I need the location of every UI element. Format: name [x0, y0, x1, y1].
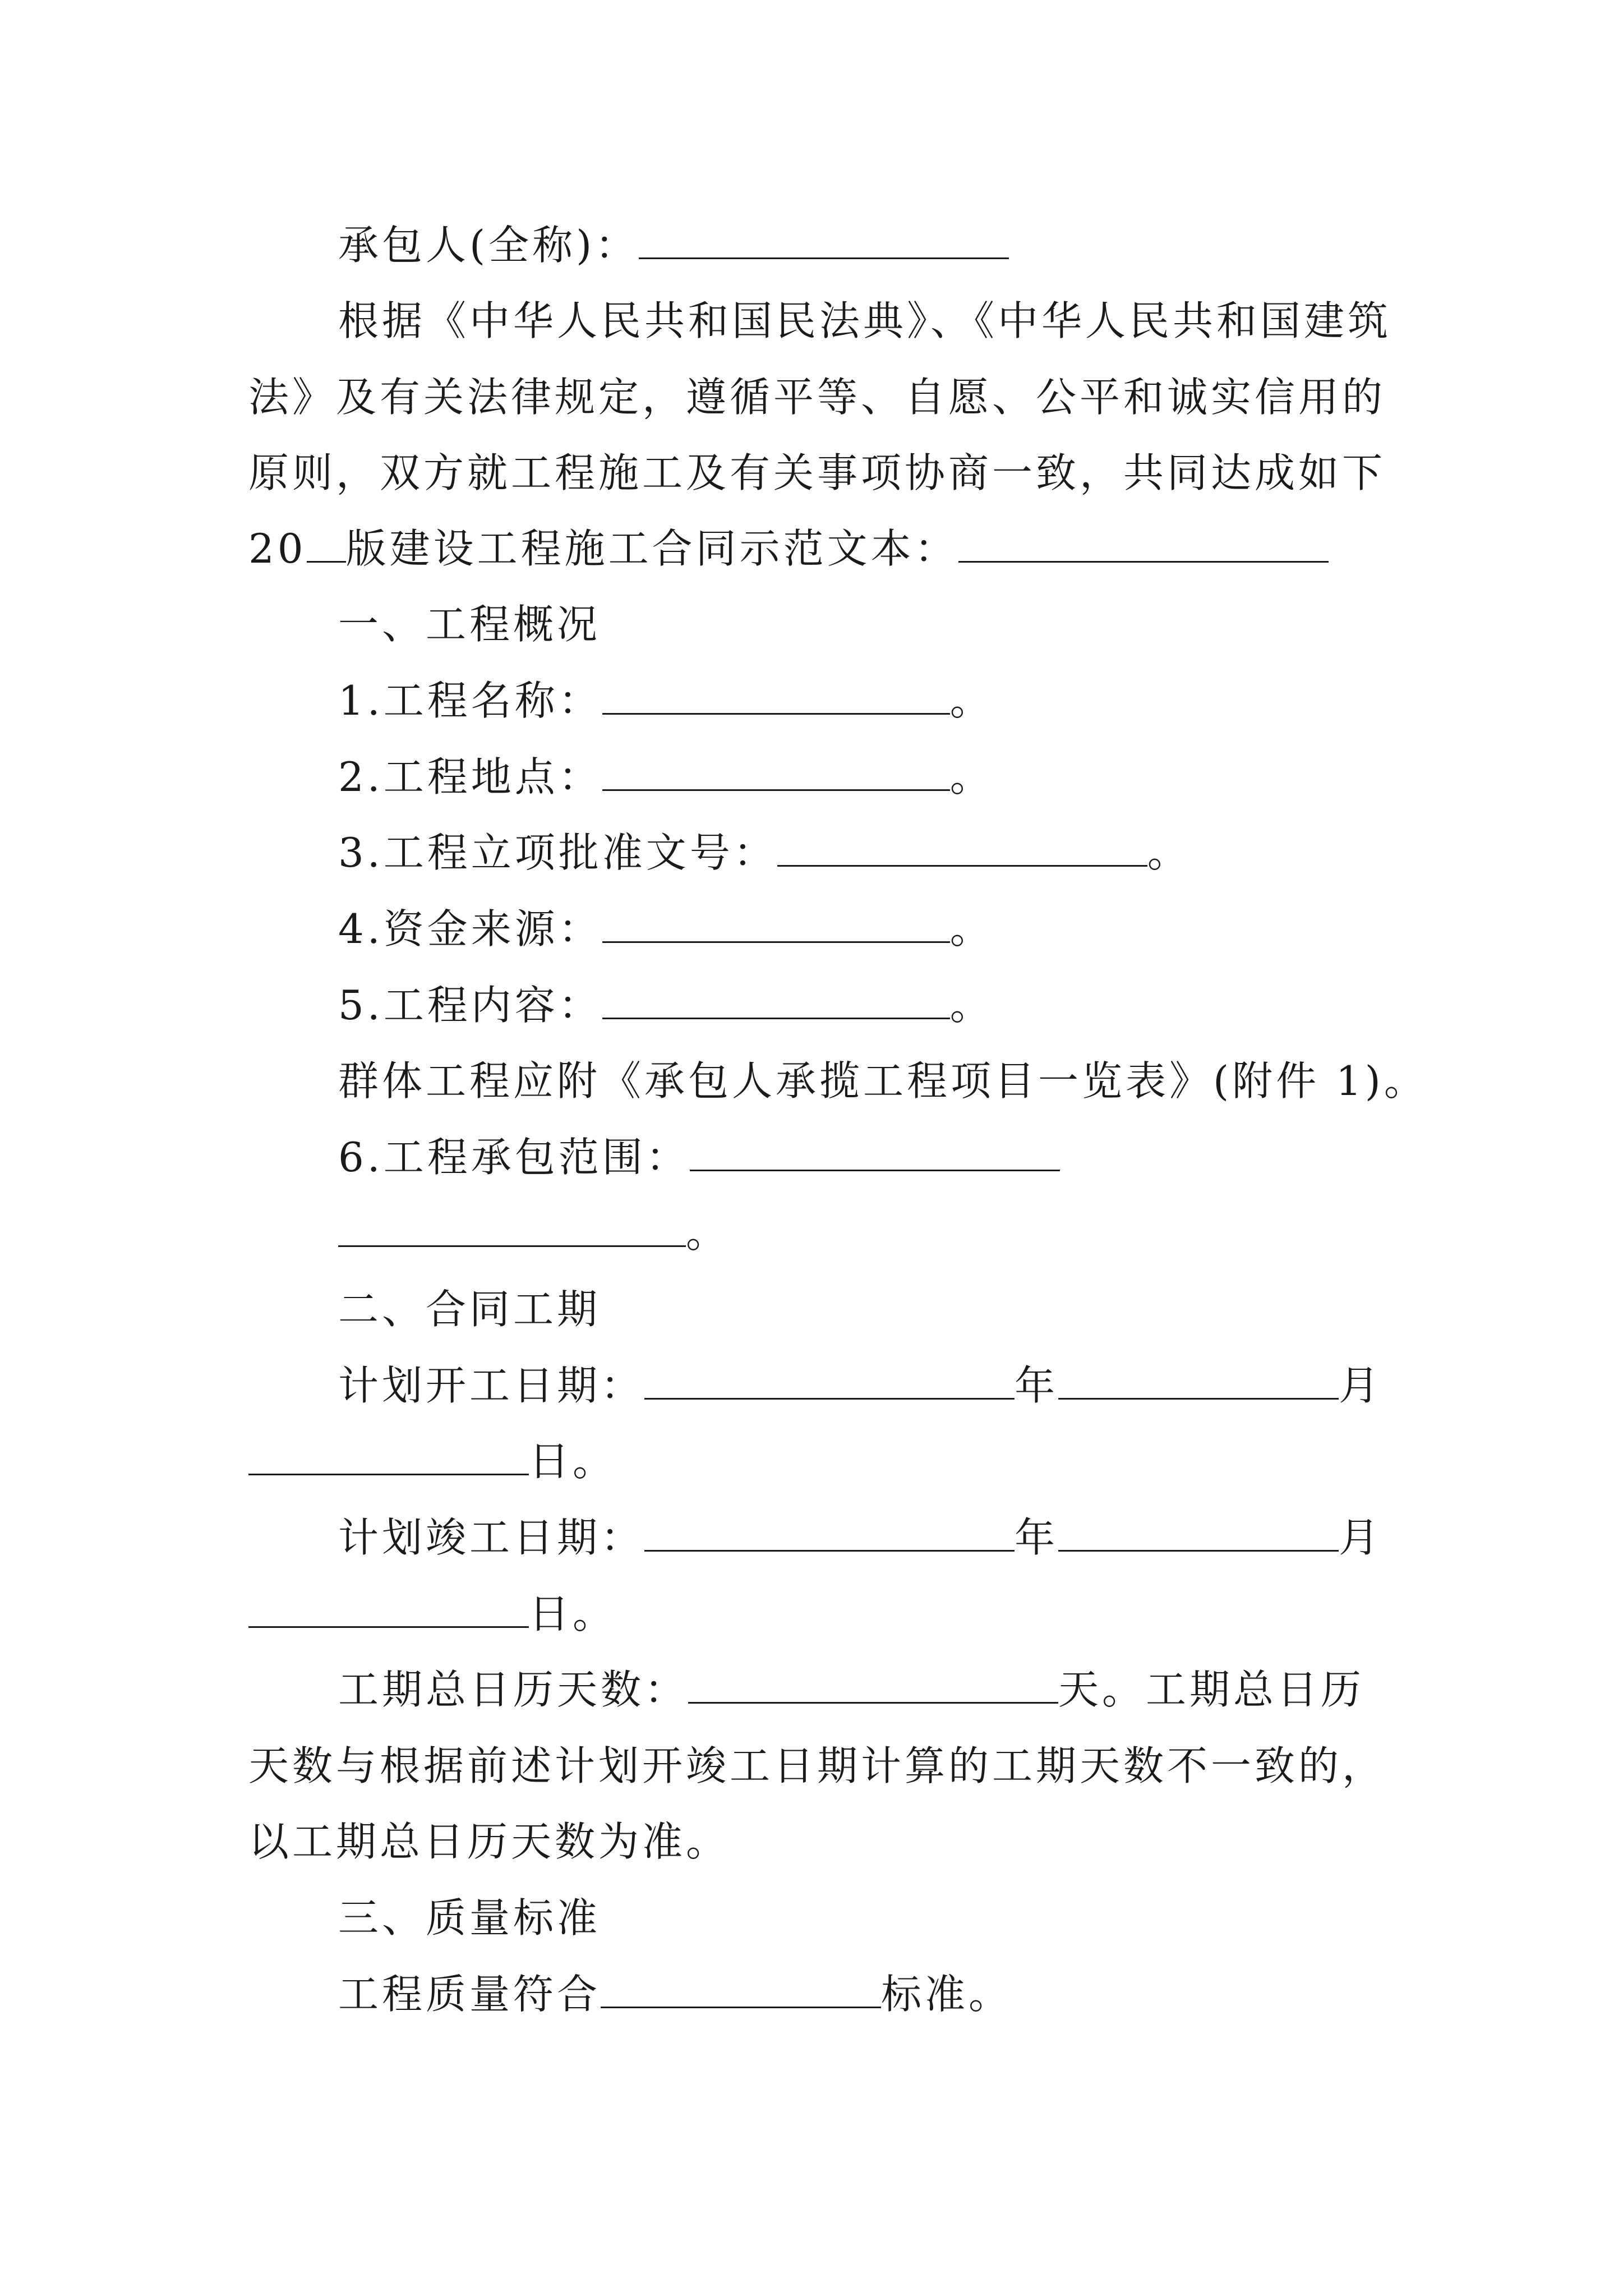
completion-month-blank[interactable] [1058, 1515, 1339, 1552]
period: 。 [686, 1209, 730, 1257]
project-name-label: 1.工程名称： [338, 677, 602, 724]
project-content-blank[interactable] [602, 983, 950, 1019]
appendix-note-line [338, 1056, 1428, 1106]
quality-standard-label: 工程质量符合 [338, 1971, 601, 2018]
approval-number-label: 3.工程立项批准文号： [338, 829, 777, 876]
project-content-line [338, 980, 994, 1030]
paragraph-text: 法》及有关法律规定，遵循平等、自愿、公平和诚实信用的 [248, 374, 1386, 421]
completion-day-blank[interactable] [248, 1591, 529, 1628]
completion-year-blank[interactable] [644, 1515, 1015, 1552]
period: 。 [949, 905, 994, 953]
fund-source-line [338, 904, 994, 954]
total-days-label: 工期总日历天数： [338, 1666, 689, 1713]
planned-completion-line [338, 1512, 1382, 1563]
paragraph-line [248, 372, 1386, 422]
project-content-label: 5.工程内容： [338, 982, 602, 1029]
day-label: 日。 [529, 1590, 617, 1637]
month-label: 月 [1339, 1514, 1383, 1561]
approval-number-line [338, 827, 1191, 878]
quality-standard-blank[interactable] [601, 1972, 881, 2008]
period: 。 [949, 982, 994, 1029]
fund-source-blank[interactable] [602, 907, 950, 943]
project-name-line [338, 675, 994, 726]
start-year-blank[interactable] [644, 1363, 1015, 1400]
section-title: 三、质量标准 [338, 1894, 601, 1941]
period: 。 [949, 677, 994, 724]
planned-start-line [338, 1360, 1382, 1411]
start-day-blank[interactable] [248, 1439, 529, 1475]
project-location-blank[interactable] [602, 754, 950, 791]
paragraph-text: 天数与根据前述计划开竣工日期计算的工期天数不一致的， [248, 1742, 1386, 1789]
appendix-note: 群体工程应附《承包人承揽工程项目一览表》(附件 1)。 [338, 1057, 1428, 1105]
total-days-blank[interactable] [688, 1667, 1058, 1704]
planned-completion-label: 计划竣工日期： [338, 1514, 645, 1561]
section-heading [338, 1893, 601, 1943]
contractor-name-label: 承包人(全称)： [338, 222, 639, 269]
section-heading [338, 1284, 601, 1335]
paragraph-line [248, 1816, 730, 1867]
paragraph-text: 以工期总日历天数为准。 [248, 1818, 730, 1865]
contract-scope-blank-2[interactable] [338, 1211, 686, 1247]
paragraph-line [248, 448, 1386, 498]
start-month-blank[interactable] [1058, 1363, 1339, 1400]
contract-scope-label: 6.工程承包范围： [338, 1134, 690, 1181]
planned-start-day-line [248, 1436, 616, 1487]
contractor-name-blank[interactable] [639, 223, 1009, 259]
project-location-line [338, 752, 994, 802]
year-label: 年 [1015, 1514, 1059, 1561]
project-name-blank[interactable] [602, 678, 950, 715]
contract-scope-blank[interactable] [690, 1135, 1060, 1171]
approval-number-blank[interactable] [777, 830, 1147, 867]
quality-standard-suffix: 标准。 [881, 1971, 1013, 2018]
year-blank[interactable] [307, 526, 346, 563]
contractor-name-line [338, 220, 1009, 270]
template-version-blank[interactable] [958, 526, 1329, 563]
section-heading [338, 599, 601, 650]
year-label: 年 [1015, 1362, 1059, 1409]
paragraph-text: 根据《中华人民共和国民法典》、《中华人民共和国建筑 [338, 297, 1392, 344]
period: 。 [1147, 829, 1191, 876]
section-title: 一、工程概况 [338, 601, 601, 648]
paragraph-line [338, 296, 1391, 346]
year-prefix: 20 [248, 525, 307, 572]
paragraph-text: 原则，双方就工程施工及有关事项协商一致，共同达成如下 [248, 449, 1386, 496]
month-label: 月 [1339, 1362, 1383, 1409]
period: 。 [949, 753, 994, 800]
project-location-label: 2.工程地点： [338, 753, 602, 800]
planned-start-label: 计划开工日期： [338, 1362, 645, 1409]
quality-standard-line [338, 1969, 1012, 2019]
planned-completion-day-line [248, 1589, 616, 1639]
template-version-label: 版建设工程施工合同示范文本： [345, 525, 958, 572]
total-days-line [338, 1664, 1364, 1715]
contract-scope-continuation [338, 1208, 730, 1258]
fund-source-label: 4.资金来源： [338, 905, 602, 953]
contract-scope-line [338, 1132, 1060, 1182]
total-days-suffix: 天。工期总日历 [1058, 1666, 1365, 1713]
section-title: 二、合同工期 [338, 1286, 601, 1333]
template-version-line [248, 523, 1329, 574]
paragraph-line [248, 1741, 1386, 1791]
day-label: 日。 [529, 1438, 617, 1485]
